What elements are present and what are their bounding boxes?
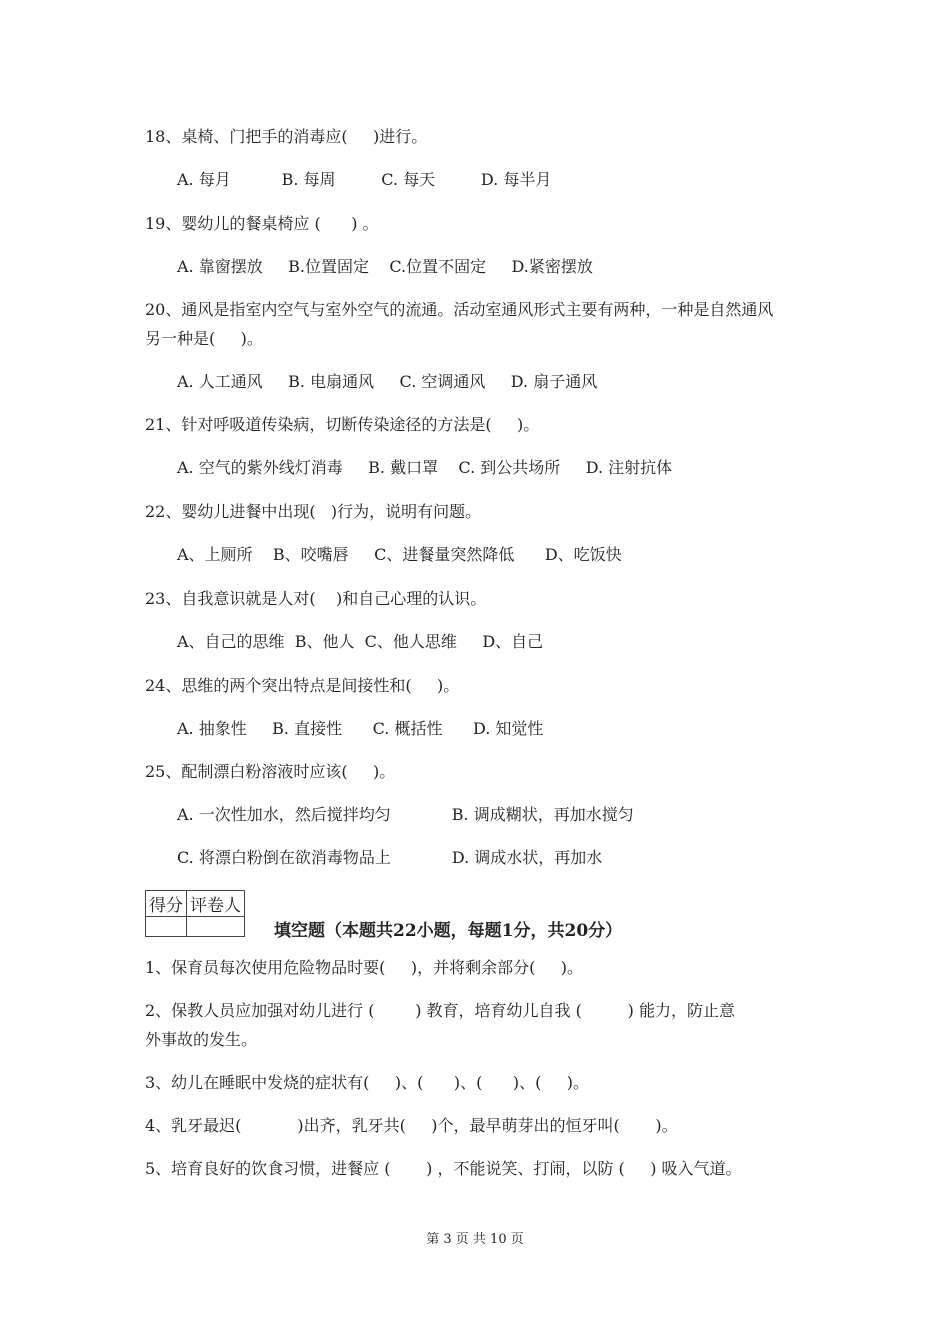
fill-question-3: 3、幼儿在睡眠中发烧的症状有( )、( )、( )、( )。 bbox=[145, 1073, 590, 1092]
question-22-options: A、上厕所 B、咬嘴唇 C、进餐量突然降低 D、吃饭快 bbox=[177, 545, 622, 564]
question-25-options-row-2: C. 将漂白粉倒在欲消毒物品上 D. 调成水状，再加水 bbox=[177, 848, 603, 867]
fill-question-2-line-2: 外事故的发生。 bbox=[145, 1030, 258, 1049]
question-20-line-1: 20、通风是指室内空气与室外空气的流通。活动室通风形式主要有两种，一种是自然通风 bbox=[145, 300, 774, 319]
question-20-line-2: 另一种是( )。 bbox=[145, 329, 263, 348]
question-23: 23、自我意识就是人对( )和自己心理的认识。 bbox=[145, 589, 487, 608]
question-18-options: A. 每月 B. 每周 C. 每天 D. 每半月 bbox=[177, 170, 552, 189]
question-18: 18、桌椅、门把手的消毒应( )进行。 bbox=[145, 127, 428, 146]
question-21: 21、针对呼吸道传染病，切断传染途径的方法是( )。 bbox=[145, 415, 540, 434]
fill-question-4: 4、乳牙最迟( )出齐，乳牙共( )个，最早萌芽出的恒牙叫( )。 bbox=[145, 1116, 678, 1135]
question-24-options: A. 抽象性 B. 直接性 C. 概括性 D. 知觉性 bbox=[177, 719, 544, 738]
question-20-options: A. 人工通风 B. 电扇通风 C. 空调通风 D. 扇子通风 bbox=[177, 372, 598, 391]
page-footer: 第 3 页 共 10 页 bbox=[426, 1232, 524, 1247]
question-24: 24、思维的两个突出特点是间接性和( )。 bbox=[145, 676, 460, 695]
question-22: 22、婴幼儿进餐中出现( )行为，说明有问题。 bbox=[145, 502, 482, 521]
question-19: 19、婴幼儿的餐桌椅应 ( ) 。 bbox=[145, 214, 379, 233]
question-21-options: A. 空气的紫外线灯消毒 B. 戴口罩 C. 到公共场所 D. 注射抗体 bbox=[177, 458, 673, 477]
grader-cell-blank bbox=[187, 917, 245, 937]
score-cell-label: 得分 bbox=[146, 891, 187, 917]
question-19-options: A. 靠窗摆放 B.位置固定 C.位置不固定 D.紧密摆放 bbox=[177, 257, 593, 276]
fill-question-1: 1、保育员每次使用危险物品时要( )，并将剩余部分( )。 bbox=[145, 958, 584, 977]
score-table bbox=[145, 890, 245, 937]
question-25: 25、配制漂白粉溶液时应该( )。 bbox=[145, 762, 396, 781]
fill-question-2-line-1: 2、保教人员应加强对幼儿进行 ( ) 教育，培育幼儿自我 ( ) 能力，防止意 bbox=[145, 1001, 735, 1020]
fill-question-5: 5、培育良好的饮食习惯，进餐应 ( ) ，不能说笑、打闹，以防 ( ) 吸入气道。 bbox=[145, 1159, 742, 1178]
question-23-options: A、自己的思维 B、他人 C、他人思维 D、自己 bbox=[177, 632, 544, 651]
section-title: 填空题（本题共22小题，每题1分，共20分） bbox=[274, 921, 623, 941]
score-cell-blank bbox=[146, 917, 187, 937]
question-25-options-row-1: A. 一次性加水，然后搅拌均匀 B. 调成糊状，再加水搅匀 bbox=[177, 805, 634, 824]
grader-cell-label: 评卷人 bbox=[187, 891, 245, 917]
